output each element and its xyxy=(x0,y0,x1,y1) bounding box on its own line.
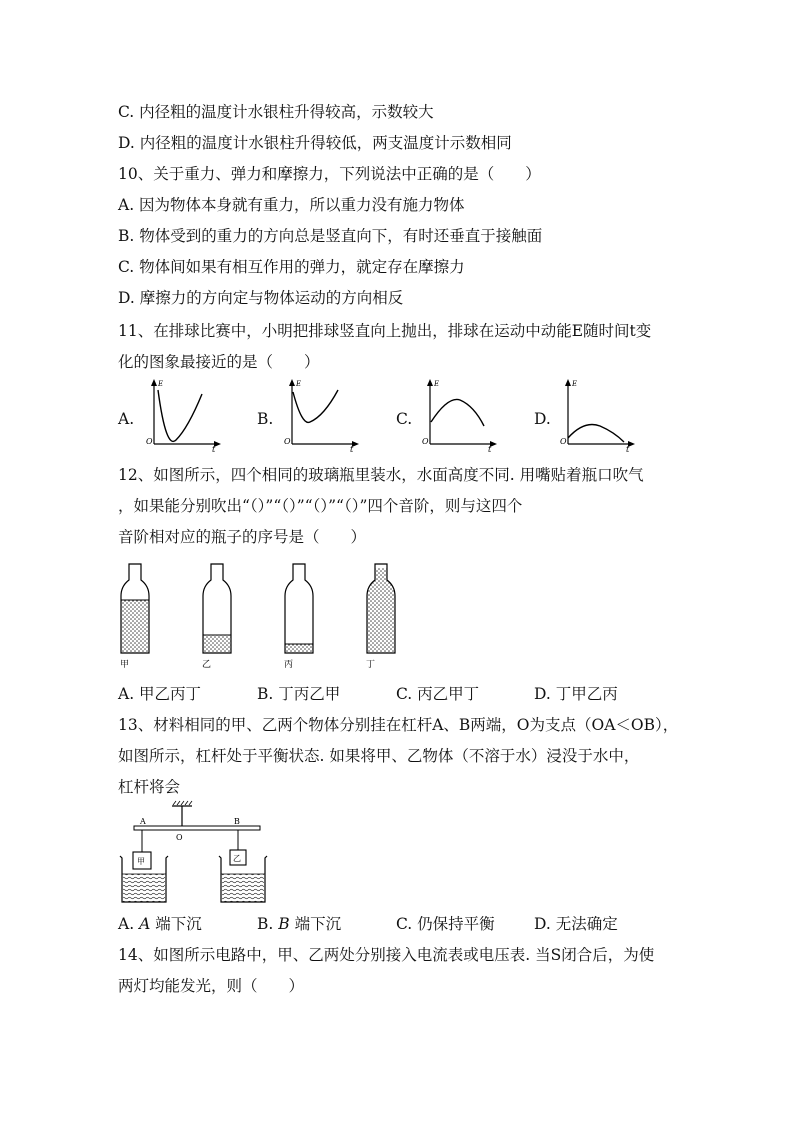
q13-option-c: C. 仍保持平衡 xyxy=(396,915,495,933)
y-axis-arrow xyxy=(565,379,571,386)
q10-option-b: B. 物体受到的重力的方向总是竖直向下，有时还垂直于接触面 xyxy=(118,227,543,245)
label-b: B xyxy=(234,817,240,826)
q11-graph-d-label: D. xyxy=(534,410,551,428)
origin-label: O xyxy=(422,437,429,446)
q11-graph-c xyxy=(420,376,500,452)
axis-label-e: E xyxy=(158,380,164,388)
label-o: O xyxy=(176,833,183,842)
water xyxy=(121,600,149,653)
label-a: A xyxy=(140,817,146,826)
q14-stem-line2: 两灯均能发光，则（ ） xyxy=(118,977,305,995)
energy-curve xyxy=(431,399,484,426)
y-axis-arrow xyxy=(151,379,157,386)
axis-label-e: E xyxy=(572,380,578,388)
q14-stem-line1: 14、如图所示电路中，甲、乙两处分别接入电流表或电压表. 当S闭合后，为使 xyxy=(118,946,655,964)
q13-option-a-prefix: A. xyxy=(118,915,140,933)
q12-stem-line1: 12、如图所示，四个相同的玻璃瓶里装水，水面高度不同. 用嘴贴着瓶口吹气 xyxy=(118,466,644,484)
bottle-bing xyxy=(284,564,313,670)
q12-option-d: D. 丁甲乙丙 xyxy=(534,685,618,703)
q9-option-c: C. 内径粗的温度计水银柱升得较高，示数较大 xyxy=(118,103,434,121)
q11-stem-line1: 11、在排球比赛中，小明把排球竖直向上抛出，排球在运动中动能E随时间t变 xyxy=(118,322,652,340)
q13-stem-line3: 杠杆将会 xyxy=(118,778,181,796)
axis-label-e: E xyxy=(296,380,302,388)
q13-option-a-var: A xyxy=(139,915,151,933)
q11-graph-b-label: B. xyxy=(257,410,274,428)
object-yi-label: 乙 xyxy=(233,854,241,863)
water-left xyxy=(123,874,165,902)
y-axis-arrow xyxy=(289,379,295,386)
q10-option-d: D. 摩擦力的方向定与物体运动的方向相反 xyxy=(118,289,404,307)
y-axis-arrow xyxy=(427,379,433,386)
q11-graph-d xyxy=(558,376,638,452)
q11-stem-line2: 化的图象最接近的是（ ） xyxy=(118,353,320,371)
origin-label: O xyxy=(146,437,153,446)
axis-label-t: t xyxy=(626,445,630,452)
q13-option-a xyxy=(118,913,202,935)
q13-option-b xyxy=(257,913,341,935)
bottle-yi xyxy=(202,564,231,670)
axis-label-t: t xyxy=(212,445,216,452)
water xyxy=(203,635,231,653)
q10-stem: 10、关于重力、弹力和摩擦力，下列说法中正确的是（ ） xyxy=(118,165,541,183)
q11-graph-c-label: C. xyxy=(396,410,413,428)
water xyxy=(285,644,313,653)
q11-graph-b xyxy=(282,376,362,452)
bottle-label-yi: 乙 xyxy=(202,660,212,670)
bottle-label-jia: 甲 xyxy=(120,660,130,670)
axis-label-t: t xyxy=(350,445,354,452)
q12-option-c: C. 丙乙甲丁 xyxy=(396,685,480,703)
energy-curve xyxy=(158,390,202,441)
q13-stem-line2: 如图所示，杠杆处于平衡状态. 如果将甲、乙物体（不溶于水）浸没于水中， xyxy=(118,747,640,765)
water-right xyxy=(222,874,264,902)
q13-option-b-suffix: 端下沉 xyxy=(289,915,342,933)
water xyxy=(367,568,395,653)
energy-curve xyxy=(568,425,624,443)
q10-option-a: A. 因为物体本身就有重力，所以重力没有施力物体 xyxy=(118,196,465,214)
axis-label-t: t xyxy=(488,445,492,452)
object-jia-label: 甲 xyxy=(137,857,145,866)
lever-bar xyxy=(134,826,260,830)
q12-stem-line3: 音阶相对应的瓶子的序号是（ ） xyxy=(118,528,367,546)
q13-stem-line1: 13、材料相同的甲、乙两个物体分别挂在杠杆A、B两端，O为支点（OA＜OB）， xyxy=(118,716,679,734)
q13-lever-figure xyxy=(116,800,276,908)
q12-option-b: B. 丁丙乙甲 xyxy=(257,685,341,703)
q12-option-a: A. 甲乙丙丁 xyxy=(118,685,202,703)
q10-option-c: C. 物体间如果有相互作用的弹力，就定存在摩擦力 xyxy=(118,258,465,276)
bottle-label-ding: 丁 xyxy=(366,660,376,670)
q9-option-d: D. 内径粗的温度计水银柱升得较低，两支温度计示数相同 xyxy=(118,134,512,152)
q12-bottles-figure xyxy=(112,560,402,672)
origin-label: O xyxy=(284,437,291,446)
q13-option-b-prefix: B. xyxy=(257,915,279,933)
q11-graph-a-label: A. xyxy=(118,410,135,428)
bottle-ding xyxy=(366,564,395,670)
q12-stem-line2: ，如果能分别吹出“（）”“（）”“（）”“（）”四个音阶，则与这四个 xyxy=(118,497,523,515)
energy-curve xyxy=(293,390,338,422)
q11-graph-a xyxy=(144,376,224,452)
q13-option-d: D. 无法确定 xyxy=(534,915,618,933)
origin-label: O xyxy=(560,437,567,446)
axis-label-e: E xyxy=(434,380,440,388)
bottle-label-bing: 丙 xyxy=(284,660,294,670)
q13-option-a-suffix: 端下沉 xyxy=(150,915,202,933)
bottle-jia xyxy=(120,564,149,670)
q13-option-b-var: B xyxy=(278,915,290,933)
ceiling-hatch xyxy=(173,801,192,805)
